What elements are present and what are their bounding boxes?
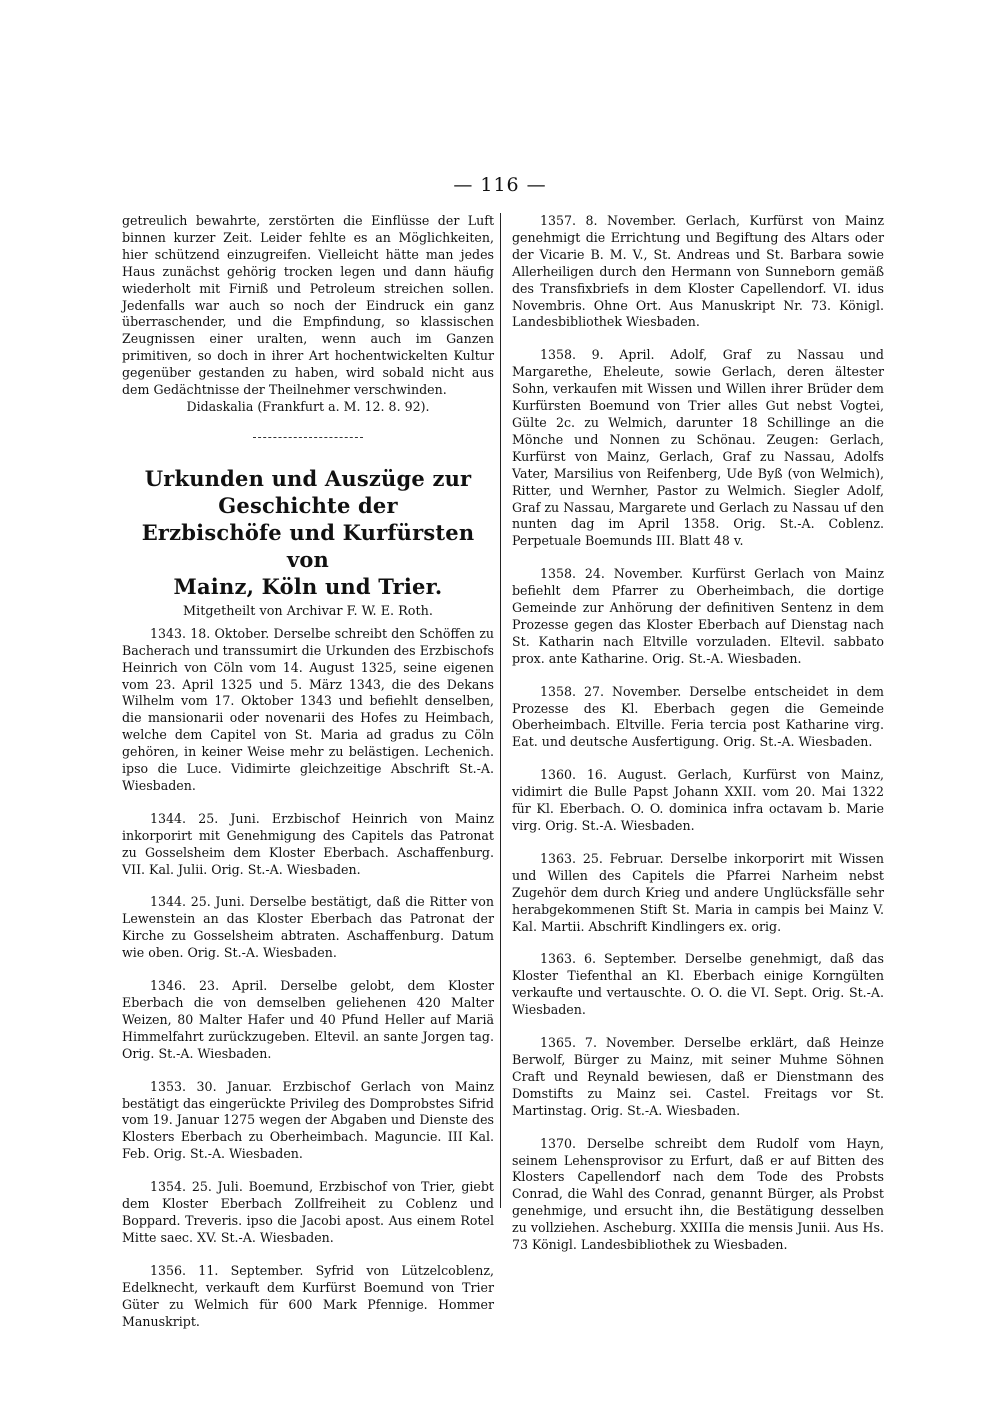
document-entry: 1358. 9. April. Adolf, Graf zu Nassau und Margarethe, Eheleute, sowie Gerlach, deren ältester Sohn, verkaufen mit Wissen und Willen ihrer Brüder dem Kurfürsten Boemund von Trier alles Gut nebst Vogtei, Gülte 2c. zu Welmich, darunter 18 Schillinge an die Mönche und Nonnen zu Schönau. Zeugen: Gerlach, Kurfürst von Mainz, Gerlach, Graf zu Nassau, Adolfs Vater, Marsilius von Reifenberg, Ude Byß (von Welmich), Ritter, und Wernher, Pastor zu Welmich. Siegler Adolf, Graf zu Nassau, Margarete und Gerlach zu Nassau uf den nunten dag im April 1358. Orig. St.-A. Coblenz. Perpetuale Boemunds III. Blatt 48 v. (512, 347, 884, 549)
document-entry: 1358. 27. November. Derselbe entscheidet in dem Prozesse des Kl. Eberbach gegen die Gemeinde Oberheimbach. Eltville. Feria tercia post Katharine virg. Eat. und deutsche Ausfertigung. Orig. St.-A. Wiesbaden. (512, 683, 884, 750)
byline: Mitgetheilt von Archivar F. W. E. Roth. (183, 603, 433, 619)
document-entry: 1356. 11. September. Syfrid von Lützelcoblenz, Edelknecht, verkauft dem Kurfürst Boemund von Trier Güter zu Welmich für 600 Mark Pfennige. Hommer Manuskript. (122, 1262, 494, 1329)
heading-line: Erzbischöfe und Kurfürsten von (141, 519, 475, 572)
document-entry: 1360. 16. August. Gerlach, Kurfürst von Mainz, vidimirt die Bulle Papst Johann XXII. vom 20. Mai 1322 für Kl. Eberbach. O. O. dominica infra octavam b. Marie virg. Orig. St.-A. Wiesbaden. (512, 767, 884, 833)
intro-paragraph: getreulich bewahrte, zerstörten die Einflüsse der Luft binnen kurzer Zeit. Leider fehlte es an Möglichkeiten, hier schützend einzugreifen. Vielleicht hätte man jedes Haus zunächst gehörig trocken legen und dann häufig wiederholt mit Firniß und Petroleum streichen sollen. Jedenfalls war auch so noch der Eindruck ein ganz überraschender, und die Empfindung, so klassischen Zeugnissen einer uralten, wenn auch im Ganzen primitiven, so doch in ihrer Art hochentwickelten Kultur gegenüber gestanden zu haben, wird sobald nicht aus dem Gedächtnisse der Theilnehmer verschwinden. (122, 213, 494, 398)
document-entry: 1358. 24. November. Kurfürst Gerlach von Mainz befiehlt dem Pfarrer zu Oberheimbach, die dortige Gemeinde zur Anhörung der definitiven Sentenz in dem Prozesse gegen das Kloster Eberbach auf Dienstag nach St. Katharin nach Eltville vorzuladen. Eltevil. sabbato prox. ante Katharine. Orig. St.-A. Wiesbaden. (512, 566, 884, 666)
document-entry: 1344. 25. Juni. Erzbischof Heinrich von Mainz inkorporirt mit Genehmigung des Capitels das Patronat zu Gosselsheim dem Kloster Eberbach. Aschaffenburg. VII. Kal. Julii. Orig. St.-A. Wiesbaden. (122, 810, 494, 877)
section-heading (122, 465, 494, 600)
document-entry: 1344. 25. Juni. Derselbe bestätigt, daß die Ritter von Lewenstein an das Kloster Eberbach das Patronat der Kirche zu Gosselsheim abtraten. Aschaffenburg. Datum wie oben. Orig. St.-A. Wiesbaden. (122, 894, 494, 961)
document-entry: 1363. 25. Februar. Derselbe inkorporirt mit Wissen und Willen des Capitels die Pfarrei Narheim nebst Zugehör dem durch Krieg und andere Unglücksfälle sehr herabgekommenen Stift St. Maria in campis bei Mainz V. Kal. Martii. Abschrift Kindlingers ex. orig. (512, 850, 884, 934)
column-divider (500, 213, 501, 1208)
heading-line: Mainz, Köln und Trier. (173, 573, 443, 599)
document-entry: 1354. 25. Juli. Boemund, Erzbischof von Trier, giebt dem Kloster Eberbach Zollfreiheit zu Coblenz und Boppard. Treveris. ipso die Jacobi apost. Aus einem Rotel Mitte saec. XV. St.-A. Wiesbaden. (122, 1179, 494, 1245)
section-divider (253, 437, 363, 438)
heading-line: Urkunden und Auszüge zur Geschichte der (144, 465, 472, 518)
page-number: — 116 — (453, 174, 547, 196)
document-entry: 1346. 23. April. Derselbe gelobt, dem Kloster Eberbach die von demselben geliehenen 420 Malter Weizen, 80 Malter Hafer und 40 Pfund Heller auf Mariä Himmelfahrt zurückzugeben. Eltevil. an sante Jorgen tag. Orig. St.-A. Wiesbaden. (122, 978, 494, 1061)
right-column (512, 213, 884, 1270)
document-entry: 1363. 6. September. Derselbe genehmigt, daß das Kloster Tiefenthal an Kl. Eberbach einige Korngülten verkaufte und vertauschte. O. O. die VI. Sept. Orig. St.-A. Wiesbaden. (512, 951, 884, 1018)
document-entry: 1353. 30. Januar. Erzbischof Gerlach von Mainz bestätigt das eingerückte Privileg des Domprobstes Sifrid vom 19. Januar 1275 wegen der Abgaben und Dienste des Klosters Eberbach zu Oberheimbach. Maguncie. III Kal. Feb. Orig. St.-A. Wiesbaden. (122, 1078, 494, 1162)
document-entry: 1370. Derselbe schreibt dem Rudolf vom Hayn, seinem Lehensprovisor zu Erfurt, daß er auf Bitten des Klosters Capellendorf nach dem Tode des Probsts Conrad, die Wahl des Conrad, genannt Bürger, als Probst genehmige, und ersucht ihn, die Bestätigung desselben zu vollziehen. Ascheburg. XXIIIa die mensis Junii. Aus Hs. 73 Königl. Landesbibliothek zu Wiesbaden. (512, 1135, 884, 1253)
document-entry: 1357. 8. November. Gerlach, Kurfürst von Mainz genehmigt die Errichtung und Begiftung des Altars oder der Vicarie B. M. V., St. Andreas und St. Barbara sowie Allerheiligen durch den Hermann von Sunneborn gemäß des Transfixbriefs in dem Kloster Capellendorf. VI. idus Novembris. Ohne Ort. Aus Manuskript Nr. 73. Königl. Landesbibliothek Wiesbaden. (512, 213, 884, 330)
left-column (122, 213, 494, 1346)
document-entry: 1365. 7. November. Derselbe erklärt, daß Heinze Berwolf, Bürger zu Mainz, mit seiner Muhme Söhnen Craft und Reynald bewiesen, daß er Dienstmann des Domstifts zu Mainz sei. Castel. Freitags vor St. Martinstag. Orig. St.-A. Wiesbaden. (512, 1035, 884, 1118)
document-entry: 1343. 18. Oktober. Derselbe schreibt den Schöffen zu Bacherach und transsumirt die Urkunden des Erzbischofs Heinrich von Cöln vom 14. August 1325, seine eigenen vom 23. April 1325 und 5. März 1343, die des Dekans Wilhelm vom 17. Oktober 1343 und befiehlt denselben, die mansionarii oder novenarii des Hofes zu Heimbach, welche dem Capitel von St. Maria ad gradus zu Cöln gehören, in keiner Weise mehr zu belästigen. Lechenich. ipso die Luce. Vidimirte gleichzeitige Abschrift St.-A. Wiesbaden. (122, 625, 494, 793)
source-citation: Didaskalia (Frankfurt a. M. 12. 8. 92). (186, 398, 430, 414)
